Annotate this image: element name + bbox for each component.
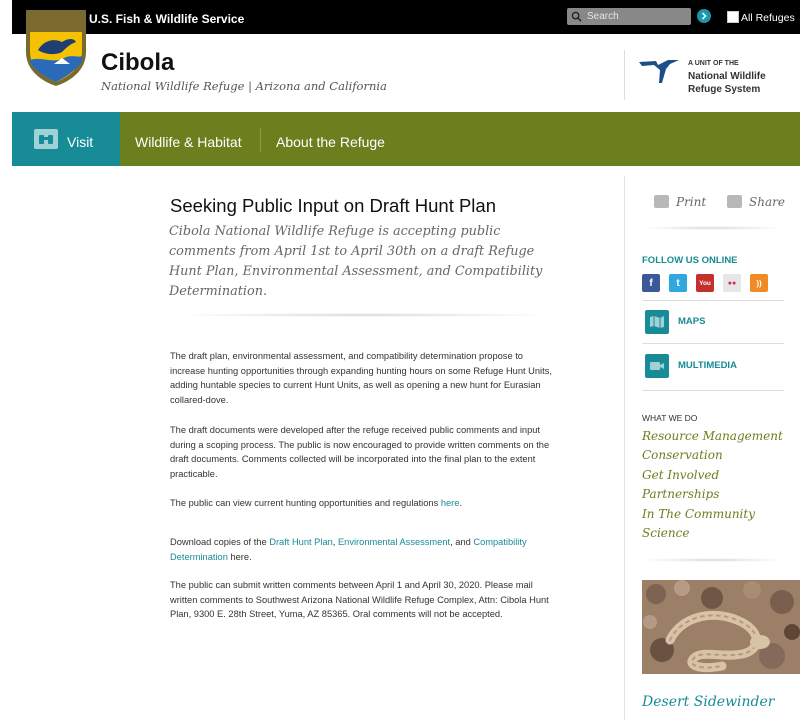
what-we-do-conservation[interactable]: Conservation — [642, 448, 723, 462]
paragraph-4-sep1: , — [332, 537, 338, 547]
main-nav — [12, 112, 800, 166]
map-icon[interactable] — [645, 310, 669, 334]
paragraph-4-prefix: Download copies of the — [170, 537, 270, 547]
desert-sidewinder-photo[interactable] — [642, 580, 800, 674]
hunting-regulations-link[interactable]: here — [440, 498, 460, 508]
sidebar-shadow-divider — [640, 558, 786, 562]
paragraph-5: The public can submit written comments between April 1 and April 30, 2020. Please mail written comments to Southwest Arizona National Wildlife Refuge Complex, Attn: Cibola Hunt Plan, 9300 E. 28th Street, Yuma, AZ 85365. Oral comments will not be accepted. — [170, 580, 549, 620]
share-link[interactable]: Share — [749, 195, 785, 209]
paragraph-4 — [170, 535, 560, 564]
site-title[interactable]: Cibola — [101, 49, 175, 76]
multimedia-link[interactable]: MULTIMEDIA — [678, 360, 737, 371]
follow-us-heading: FOLLOW US ONLINE — [642, 255, 738, 266]
maps-link[interactable]: MAPS — [678, 316, 706, 327]
what-we-do-science[interactable]: Science — [642, 526, 690, 540]
paragraph-1: The draft plan, environmental assessment, and compatibility determination propose to increase hunting opportunities through expanding hunting hours on some Refuge Hunt Units, adding huntable species to current Hunt Units, as well as opening a new hunt for Eurasian collared-dove. — [170, 351, 552, 405]
binoculars-icon — [34, 129, 58, 149]
paragraph-2: The draft documents were developed after the refuge received public comments and input during a scoping process. The public is now encouraged to provide written comments on the draft documents. Comments collected will be incorporated into the final plan to the extent practicable. — [170, 425, 550, 479]
multimedia-icon[interactable] — [645, 354, 669, 378]
site-subtitle: National Wildlife Refuge | Arizona and California — [101, 79, 387, 93]
search-input[interactable] — [587, 8, 687, 25]
nav-divider — [260, 128, 261, 152]
search-icon — [571, 11, 582, 22]
paragraph-3-end: . — [459, 498, 463, 508]
nwrs-label-line1: National Wildlife — [688, 71, 766, 82]
paragraph-4-sep2: , and — [450, 537, 474, 547]
paragraph-4-suffix: here. — [227, 551, 252, 562]
sidebar-shadow-divider — [640, 226, 786, 230]
print-link[interactable]: Print — [676, 195, 707, 209]
photo-caption[interactable]: Desert Sidewinder — [642, 694, 775, 710]
facebook-icon[interactable]: f — [642, 274, 660, 292]
sidebar-divider — [624, 176, 625, 720]
nav-item-visit[interactable] — [12, 112, 120, 166]
compatibility-determination-link[interactable]: Compatibility Determination — [170, 537, 527, 562]
print-icon[interactable] — [654, 195, 669, 208]
agency-name[interactable]: U.S. Fish & Wildlife Service — [89, 12, 245, 26]
search-box — [567, 8, 691, 25]
what-we-do-partnerships[interactable]: Partnerships — [642, 487, 720, 501]
sidebar-rule — [642, 343, 784, 344]
what-we-do-resource-management[interactable]: Resource Management — [642, 429, 783, 443]
header-divider — [624, 50, 625, 100]
draft-hunt-plan-link[interactable]: Draft Hunt Plan — [269, 537, 333, 547]
rss-icon[interactable]: )) — [750, 274, 768, 292]
paragraph-3-text: The public can view current hunting opportunities and regulations — [170, 498, 441, 508]
fws-shield-logo[interactable] — [24, 8, 88, 88]
all-refuges-checkbox[interactable] — [727, 11, 739, 23]
what-we-do-in-the-community[interactable]: In The Community — [642, 507, 755, 521]
youtube-icon[interactable]: You — [696, 274, 714, 292]
nav-item-visit-label: Visit — [67, 134, 94, 150]
page-lead: Cibola National Wildlife Refuge is accepting public comments from April 1st to April 30th on a draft Refuge Hunt Plan, Environmental Assessment, and Compatibility Determination. — [169, 224, 543, 299]
page-title: Seeking Public Input on Draft Hunt Plan — [170, 195, 496, 216]
flickr-icon[interactable]: ●● — [723, 274, 741, 292]
paragraph-3 — [170, 496, 560, 511]
share-icon[interactable] — [727, 195, 742, 208]
what-we-do-heading: WHAT WE DO — [642, 413, 698, 423]
sidebar-rule — [642, 300, 784, 301]
lead-divider — [168, 313, 558, 317]
unit-of-label: A UNIT OF THE — [688, 60, 739, 67]
environmental-assessment-link[interactable]: Environmental Assessment — [337, 537, 451, 547]
sidebar-rule — [642, 390, 784, 391]
chevron-right-icon — [700, 12, 708, 20]
nwrs-label-line2: Refuge System — [688, 84, 761, 95]
nav-item-wildlife-habitat[interactable]: Wildlife & Habitat — [135, 134, 242, 150]
what-we-do-get-involved[interactable]: Get Involved — [642, 468, 720, 482]
search-submit-button[interactable] — [697, 9, 711, 23]
all-refuges-label: All Refuges — [741, 12, 795, 24]
nav-item-about-refuge[interactable]: About the Refuge — [276, 134, 385, 150]
twitter-icon[interactable]: t — [669, 274, 687, 292]
blue-goose-logo-icon[interactable] — [638, 56, 680, 84]
